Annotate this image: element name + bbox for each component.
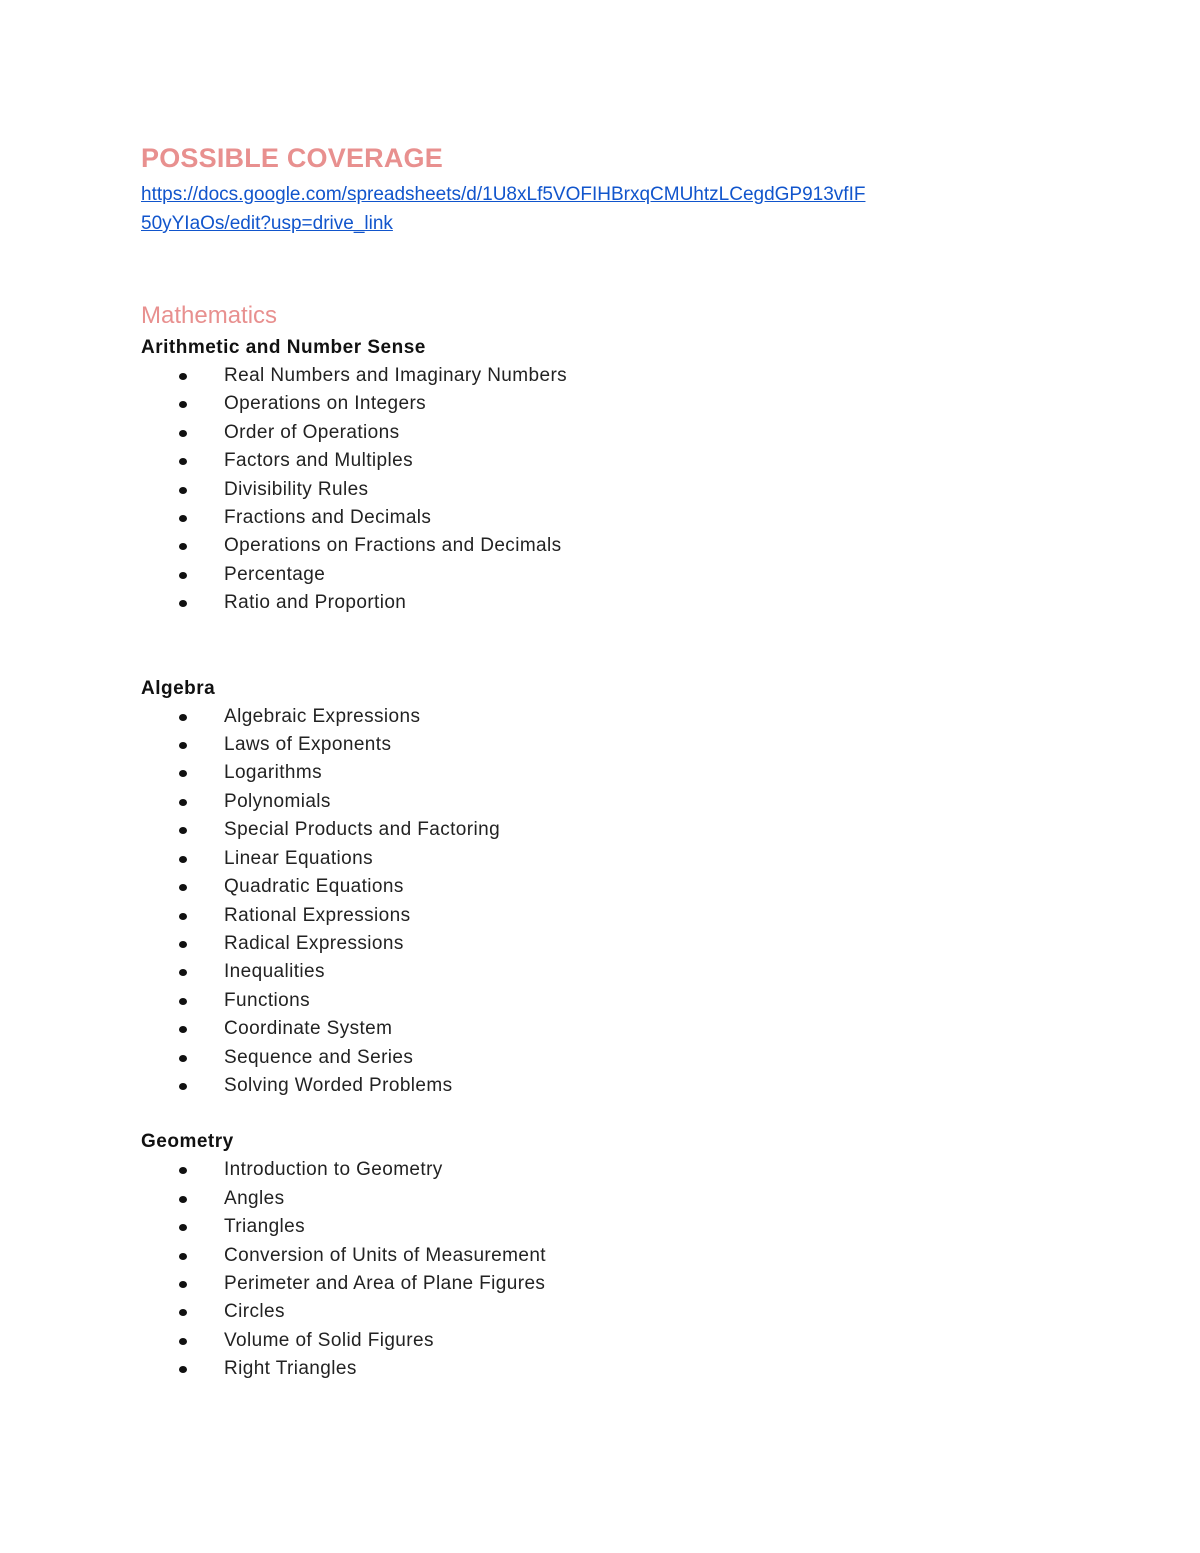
subsection-title: Geometry	[141, 1131, 234, 1153]
list-item	[141, 845, 1101, 873]
list-item-label: Polynomials	[224, 790, 331, 812]
list-item	[141, 1185, 1101, 1213]
subsection-geometry	[141, 1128, 1101, 1383]
list-item	[141, 1072, 1101, 1100]
bullet-icon	[179, 572, 187, 579]
list-item	[141, 1213, 1101, 1241]
list-item-label: Divisibility Rules	[224, 478, 369, 500]
bullet-icon	[179, 1196, 187, 1203]
bullet-icon	[179, 1281, 187, 1288]
list-item-label: Ratio and Proportion	[224, 592, 407, 614]
spreadsheet-link[interactable]: https://docs.google.com/spreadsheets/d/1U8xLf5VOFIHBrxqCMUhtzLCegdGP913vfIF50yYIaOs/edit?usp=drive_link	[141, 184, 866, 234]
list-item-label: Right Triangles	[224, 1358, 357, 1380]
list-item	[141, 731, 1101, 759]
list-item-label: Operations on Integers	[224, 393, 427, 415]
list-item-label: Sequence and Series	[224, 1046, 414, 1068]
bullet-icon	[179, 1309, 187, 1316]
list-item	[141, 1044, 1101, 1072]
list-item-label: Rational Expressions	[224, 904, 411, 926]
bullet-icon	[179, 770, 187, 777]
section-title-mathematics: Mathematics	[141, 302, 278, 329]
bullet-icon	[179, 742, 187, 749]
list-item-label: Radical Expressions	[224, 932, 404, 954]
bullet-icon	[179, 373, 187, 380]
bullet-icon	[179, 430, 187, 437]
bullet-icon	[179, 1026, 187, 1033]
list-item	[141, 589, 1101, 617]
list-item-label: Inequalities	[224, 961, 325, 983]
bullet-icon	[179, 487, 187, 494]
subsection-algebra	[141, 675, 1101, 1101]
list-item-label: Volume of Solid Figures	[224, 1329, 434, 1351]
bullet-icon	[179, 827, 187, 834]
list-item	[141, 788, 1101, 816]
bullet-icon	[179, 1055, 187, 1062]
list-item-label: Perimeter and Area of Plane Figures	[224, 1272, 546, 1294]
list-item-label: Special Products and Factoring	[224, 819, 501, 841]
bullet-icon	[179, 515, 187, 522]
list-item-label: Quadratic Equations	[224, 876, 404, 898]
list-item	[141, 902, 1101, 930]
list-item	[141, 1015, 1101, 1043]
bullet-icon	[179, 401, 187, 408]
list-item	[141, 419, 1101, 447]
bullet-icon	[179, 856, 187, 863]
document-page	[141, 140, 1101, 1384]
list-item-label: Logarithms	[224, 762, 322, 784]
bullet-icon	[179, 1366, 187, 1373]
list-item-label: Coordinate System	[224, 1018, 393, 1040]
list-item-label: Operations on Fractions and Decimals	[224, 535, 562, 557]
bullet-icon	[179, 998, 187, 1005]
list-item	[141, 930, 1101, 958]
list-item-label: Introduction to Geometry	[224, 1159, 443, 1181]
topic-list	[141, 362, 1101, 618]
bullet-icon	[179, 1167, 187, 1174]
list-item	[141, 816, 1101, 844]
list-item	[141, 561, 1101, 589]
subsection-title: Algebra	[141, 677, 216, 699]
list-item	[141, 1355, 1101, 1383]
list-item-label: Triangles	[224, 1216, 306, 1238]
bullet-icon	[179, 913, 187, 920]
bullet-icon	[179, 1224, 187, 1231]
topic-list	[141, 703, 1101, 1101]
list-item	[141, 958, 1101, 986]
bullet-icon	[179, 714, 187, 721]
bullet-icon	[179, 458, 187, 465]
bullet-icon	[179, 941, 187, 948]
list-item	[141, 1242, 1101, 1270]
list-item-label: Functions	[224, 989, 310, 1011]
bullet-icon	[179, 1338, 187, 1345]
list-item-label: Real Numbers and Imaginary Numbers	[224, 365, 568, 386]
list-item-label: Factors and Multiples	[224, 450, 413, 472]
list-item	[141, 476, 1101, 504]
list-item-label: Circles	[224, 1301, 285, 1323]
list-item-label: Angles	[224, 1187, 285, 1209]
list-item-label: Fractions and Decimals	[224, 507, 432, 529]
list-item-label: Percentage	[224, 563, 326, 585]
subsection-title: Arithmetic and Number Sense	[141, 337, 426, 358]
bullet-icon	[179, 600, 187, 607]
list-item	[141, 447, 1101, 475]
list-item	[141, 759, 1101, 787]
bullet-icon	[179, 969, 187, 976]
list-item	[141, 873, 1101, 901]
list-item-label: Conversion of Units of Measurement	[224, 1244, 546, 1266]
bullet-icon	[179, 799, 187, 806]
list-item	[141, 703, 1101, 731]
list-item	[141, 504, 1101, 532]
topic-list	[141, 1156, 1101, 1383]
bullet-icon	[179, 543, 187, 550]
list-item	[141, 1298, 1101, 1326]
list-item-label: Linear Equations	[224, 847, 374, 869]
list-item	[141, 362, 1101, 390]
list-item	[141, 532, 1101, 560]
subsection-arithmetic	[141, 334, 1101, 618]
list-item-label: Laws of Exponents	[224, 734, 392, 756]
list-item	[141, 1270, 1101, 1298]
list-item	[141, 390, 1101, 418]
list-item-label: Solving Worded Problems	[224, 1074, 453, 1096]
list-item-label: Order of Operations	[224, 421, 400, 443]
bullet-icon	[179, 1083, 187, 1090]
document-title: POSSIBLE COVERAGE	[141, 143, 443, 173]
list-item	[141, 1327, 1101, 1355]
list-item	[141, 1156, 1101, 1184]
bullet-icon	[179, 884, 187, 891]
list-item	[141, 987, 1101, 1015]
list-item-label: Algebraic Expressions	[224, 705, 421, 727]
bullet-icon	[179, 1253, 187, 1260]
